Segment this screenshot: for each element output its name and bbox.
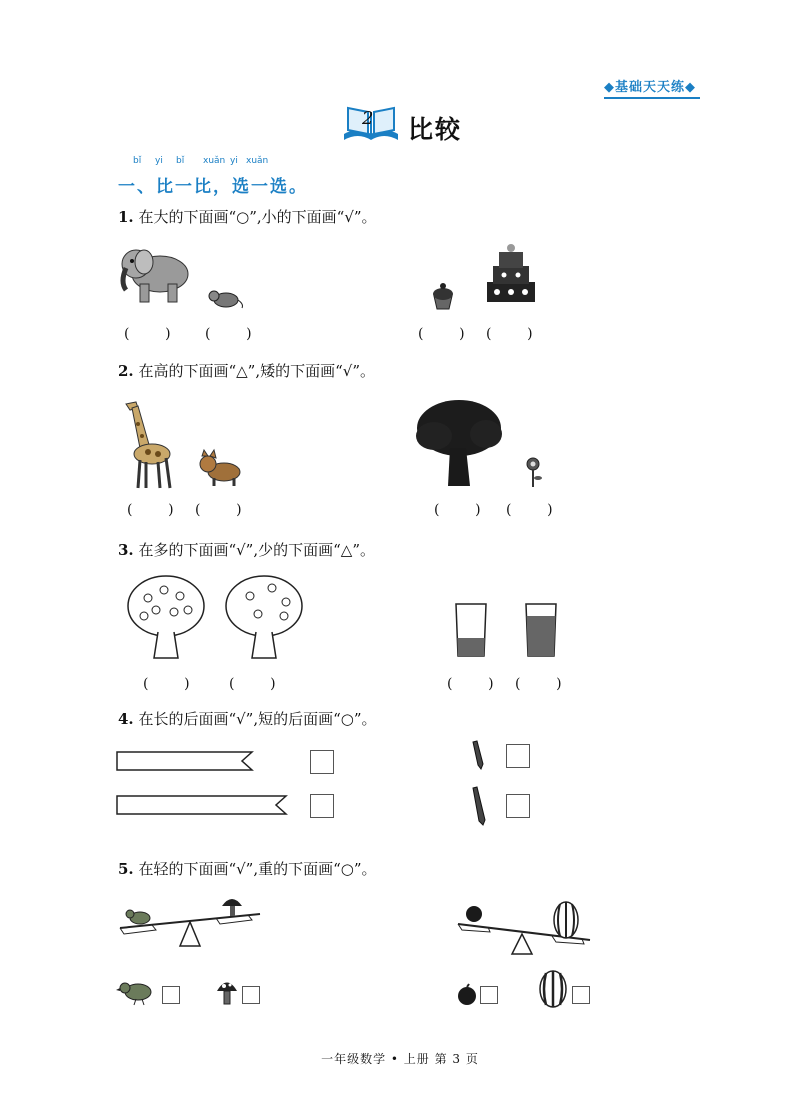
answer-blank[interactable]: ( ) [486,326,533,342]
bird-icon [116,978,156,1006]
answer-blank[interactable]: ( ) [205,326,252,342]
ribbon-short [116,750,254,772]
answer-blank[interactable]: ( ) [124,326,171,342]
glass-high-icon [524,602,558,658]
answer-blank[interactable]: ( ) [506,502,553,518]
page-footer: 一年级数学 • 上册 第 3 页 [321,1052,479,1066]
answer-box[interactable] [242,986,260,1004]
flower-icon [522,456,544,488]
cake-icon [482,240,540,308]
apple-tree-icon [222,572,306,660]
watermelon-icon [538,970,568,1008]
pinyin: xuǎn [246,156,269,166]
pinyin: xuǎn [203,156,226,166]
mushroom-icon [216,978,238,1006]
cupcake-icon [430,282,456,310]
answer-box[interactable] [310,750,334,774]
question-4: 4. 在长的后面画“√”,短的后面画“○”。 [118,710,377,728]
scale-apple-watermelon [452,898,594,958]
answer-box[interactable] [506,794,530,818]
apple-icon [456,984,478,1006]
pinyin: yi [155,156,163,166]
glass-low-icon [454,602,488,658]
tree-icon [414,398,504,490]
pencil-short-icon [470,740,486,770]
giraffe-icon [116,396,176,492]
pencil-long-icon [470,786,488,826]
mouse-icon [204,284,244,310]
answer-box[interactable] [506,744,530,768]
answer-blank[interactable]: ( ) [434,502,481,518]
page-title: 比较 [408,115,463,144]
pinyin: yi [230,156,238,166]
answer-blank[interactable]: ( ) [229,676,276,692]
question-2: 2. 在高的下面画“△”,矮的下面画“√”。 [118,362,375,380]
badge-underline [604,97,700,99]
pinyin: bǐ [176,156,185,166]
question-1: 1. 在大的下面画“○”,小的下面画“√”。 [118,208,377,226]
answer-blank[interactable]: ( ) [418,326,465,342]
ribbon-long [116,794,288,816]
section-title: 一、比一比，选一选。 [118,177,308,197]
answer-blank[interactable]: ( ) [195,502,242,518]
answer-box[interactable] [480,986,498,1004]
question-5: 5. 在轻的下面画“√”,重的下面画“○”。 [118,860,377,878]
apple-tree-icon [124,572,208,660]
answer-blank[interactable]: ( ) [127,502,174,518]
answer-box[interactable] [310,794,334,818]
scale-bird-mushroom [116,888,266,952]
pinyin: bǐ [133,156,142,166]
lesson-number: 2 [362,108,374,129]
answer-box[interactable] [162,986,180,1004]
answer-blank[interactable]: ( ) [143,676,190,692]
dog-icon [196,448,244,488]
answer-blank[interactable]: ( ) [447,676,494,692]
elephant-icon [118,244,193,306]
section-badge: ◆基础天天练◆ [604,80,696,95]
question-3: 3. 在多的下面画“√”,少的下面画“△”。 [118,541,375,559]
answer-blank[interactable]: ( ) [515,676,562,692]
answer-box[interactable] [572,986,590,1004]
